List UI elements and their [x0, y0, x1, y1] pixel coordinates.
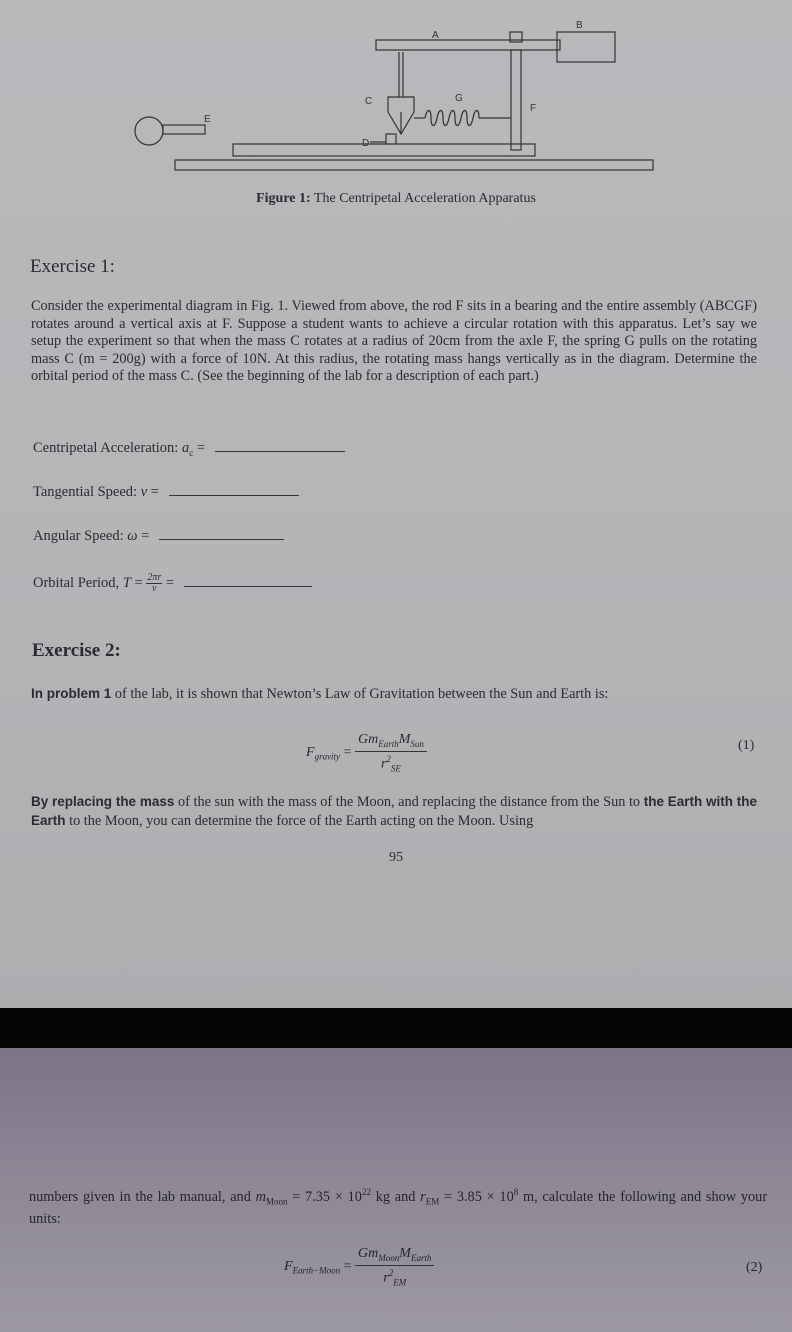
eq2-equals: =	[343, 1258, 352, 1274]
figure-caption	[0, 191, 792, 207]
block-b	[557, 32, 615, 62]
para3-mexp: 22	[361, 1187, 371, 1197]
eq1-lhs-sub: gravity	[314, 751, 341, 762]
angular-speed-field	[33, 528, 284, 545]
equation-2	[284, 1246, 434, 1287]
eq2-g: Gm	[358, 1246, 379, 1261]
para2-mid2: to the Moon, you can determine the force of the Earth acting on the Moon. Using	[69, 812, 534, 829]
label-d: D	[362, 138, 370, 149]
exercise-2-continued	[29, 1184, 767, 1229]
eq1-equals: =	[343, 744, 352, 760]
eq1-sub-sun: Sun	[410, 738, 424, 749]
eq2-sub-em: EM	[393, 1277, 407, 1288]
counterweight-e	[135, 117, 163, 145]
spring-g	[425, 111, 479, 126]
rod-f	[511, 50, 521, 150]
page-number: 95	[389, 850, 403, 865]
eq1-g: Gm	[357, 732, 379, 747]
para2-mid1: of the sun with the mass of the Moon, and replacing the distance from the Sun to	[177, 794, 641, 810]
base	[175, 160, 653, 170]
period-eq1: =	[134, 574, 143, 591]
caption-label: Figure 1:	[256, 191, 311, 206]
eq2-denominator	[355, 1266, 434, 1287]
speed-eq: =	[150, 484, 159, 500]
para3-r: r	[420, 1188, 426, 1205]
para2-lead1: By replacing the mass	[31, 794, 175, 809]
label-g: G	[455, 93, 463, 104]
eq2-fraction	[355, 1246, 434, 1287]
para3-mval: = 7.35 × 10	[292, 1188, 362, 1205]
ang-label: Angular Speed:	[33, 528, 124, 544]
orbital-period-field	[33, 573, 312, 594]
eq1-sub-se: SE	[390, 763, 401, 774]
acc-symbol: a	[181, 440, 190, 456]
exercise-1-heading: Exercise 1:	[30, 256, 115, 277]
acc-eq: =	[196, 440, 206, 456]
eq1-denominator	[355, 752, 427, 773]
period-fraction	[146, 573, 162, 594]
caption-text: The Centripetal Acceleration Apparatus	[313, 191, 536, 206]
eq2-sub-earth: Earth	[410, 1252, 432, 1263]
centripetal-acceleration-field	[33, 440, 345, 458]
label-f: F	[530, 103, 537, 114]
eq2-sup: 2	[388, 1267, 394, 1278]
period-eq2: =	[165, 574, 175, 591]
ang-answer-blank[interactable]	[159, 539, 284, 540]
acc-sub: c	[189, 447, 194, 458]
period-answer-blank[interactable]	[184, 586, 312, 587]
eq1-lhs: F	[306, 744, 315, 760]
equation-1-number: (1)	[738, 738, 755, 753]
apparatus-diagram	[120, 12, 660, 178]
eq2-lhs: F	[284, 1258, 293, 1274]
eq2-r: r	[383, 1270, 389, 1286]
para3-runit: m, calculate the following and show your units:	[29, 1188, 768, 1228]
exercise-2-heading: Exercise 2:	[32, 640, 121, 661]
speed-answer-blank[interactable]	[169, 495, 299, 496]
eq2-sub-moon: Moon	[378, 1252, 400, 1263]
para3-msub: Moon	[265, 1196, 288, 1207]
eq2-lhs-sub: Earth−Moon	[292, 1265, 341, 1276]
exercise-1-paragraph: Consider the experimental diagram in Fig. 1. Viewed from above, the rod F sits in a bearing and the entire assembly (ABCGF) rotates around a vertical axis at F. Suppose a student wants to achieve a circular rotation with this apparatus. Let’s say we setup the experiment so that when the mass C rotates at a radius of 20cm from the axle F, the spring G pulls on the rotating mass C (m = 200g) with a force of 10N. At this radius, the rotating mass hangs vertically as in the diagram. Determine the orbital period of the mass C. (See the beginning of the lab for a description of each part.)	[31, 298, 757, 384]
label-a: A	[432, 30, 439, 41]
period-denominator: v	[152, 583, 157, 594]
period-numerator: 2πr	[147, 572, 162, 583]
eq1-r: r	[380, 756, 387, 772]
exercise-2-paragraph	[31, 793, 757, 830]
eq1-fraction	[355, 732, 427, 773]
eq1-m: M	[398, 732, 411, 747]
equation-2-number: (2)	[746, 1260, 763, 1275]
ang-eq: =	[141, 528, 150, 544]
tangential-speed-field	[33, 484, 299, 501]
acc-label: Centripetal Acceleration:	[33, 440, 179, 456]
eq1-sup: 2	[386, 753, 391, 764]
intro-lead: In problem 1	[31, 686, 112, 701]
para3-m: m	[255, 1188, 266, 1205]
speed-label: Tangential Speed:	[33, 484, 138, 500]
para3-a: numbers given in the lab manual, and	[29, 1188, 251, 1205]
eq2-m: M	[399, 1246, 411, 1261]
pointer-d	[386, 134, 396, 144]
textbook-page-96	[0, 1048, 792, 1332]
page-gap	[0, 1008, 792, 1048]
eq1-numerator	[355, 732, 427, 752]
period-label: Orbital Period,	[33, 574, 120, 591]
rod-a	[376, 40, 560, 50]
equation-1	[306, 732, 427, 773]
ang-symbol: ω	[127, 528, 138, 544]
label-e: E	[204, 114, 211, 125]
acc-answer-blank[interactable]	[215, 451, 345, 452]
para3-rsub: EM	[425, 1196, 440, 1207]
para3-munit: kg and	[375, 1188, 416, 1205]
intro-rest: of the lab, it is shown that Newton’s Law of Gravitation between the Sun and Earth is:	[114, 686, 609, 702]
period-symbol: T	[122, 574, 131, 591]
label-b: B	[576, 20, 583, 31]
exercise-2-intro	[31, 685, 757, 704]
eq1-sub-earth: Earth	[378, 738, 399, 749]
eq2-numerator	[355, 1246, 434, 1266]
para2-lead2: the Earth with the Earth	[31, 794, 758, 828]
para3-rexp: 8	[513, 1187, 519, 1197]
label-c: C	[365, 96, 373, 107]
speed-symbol: v	[140, 484, 148, 500]
para3-rval: = 3.85 × 10	[444, 1188, 514, 1205]
